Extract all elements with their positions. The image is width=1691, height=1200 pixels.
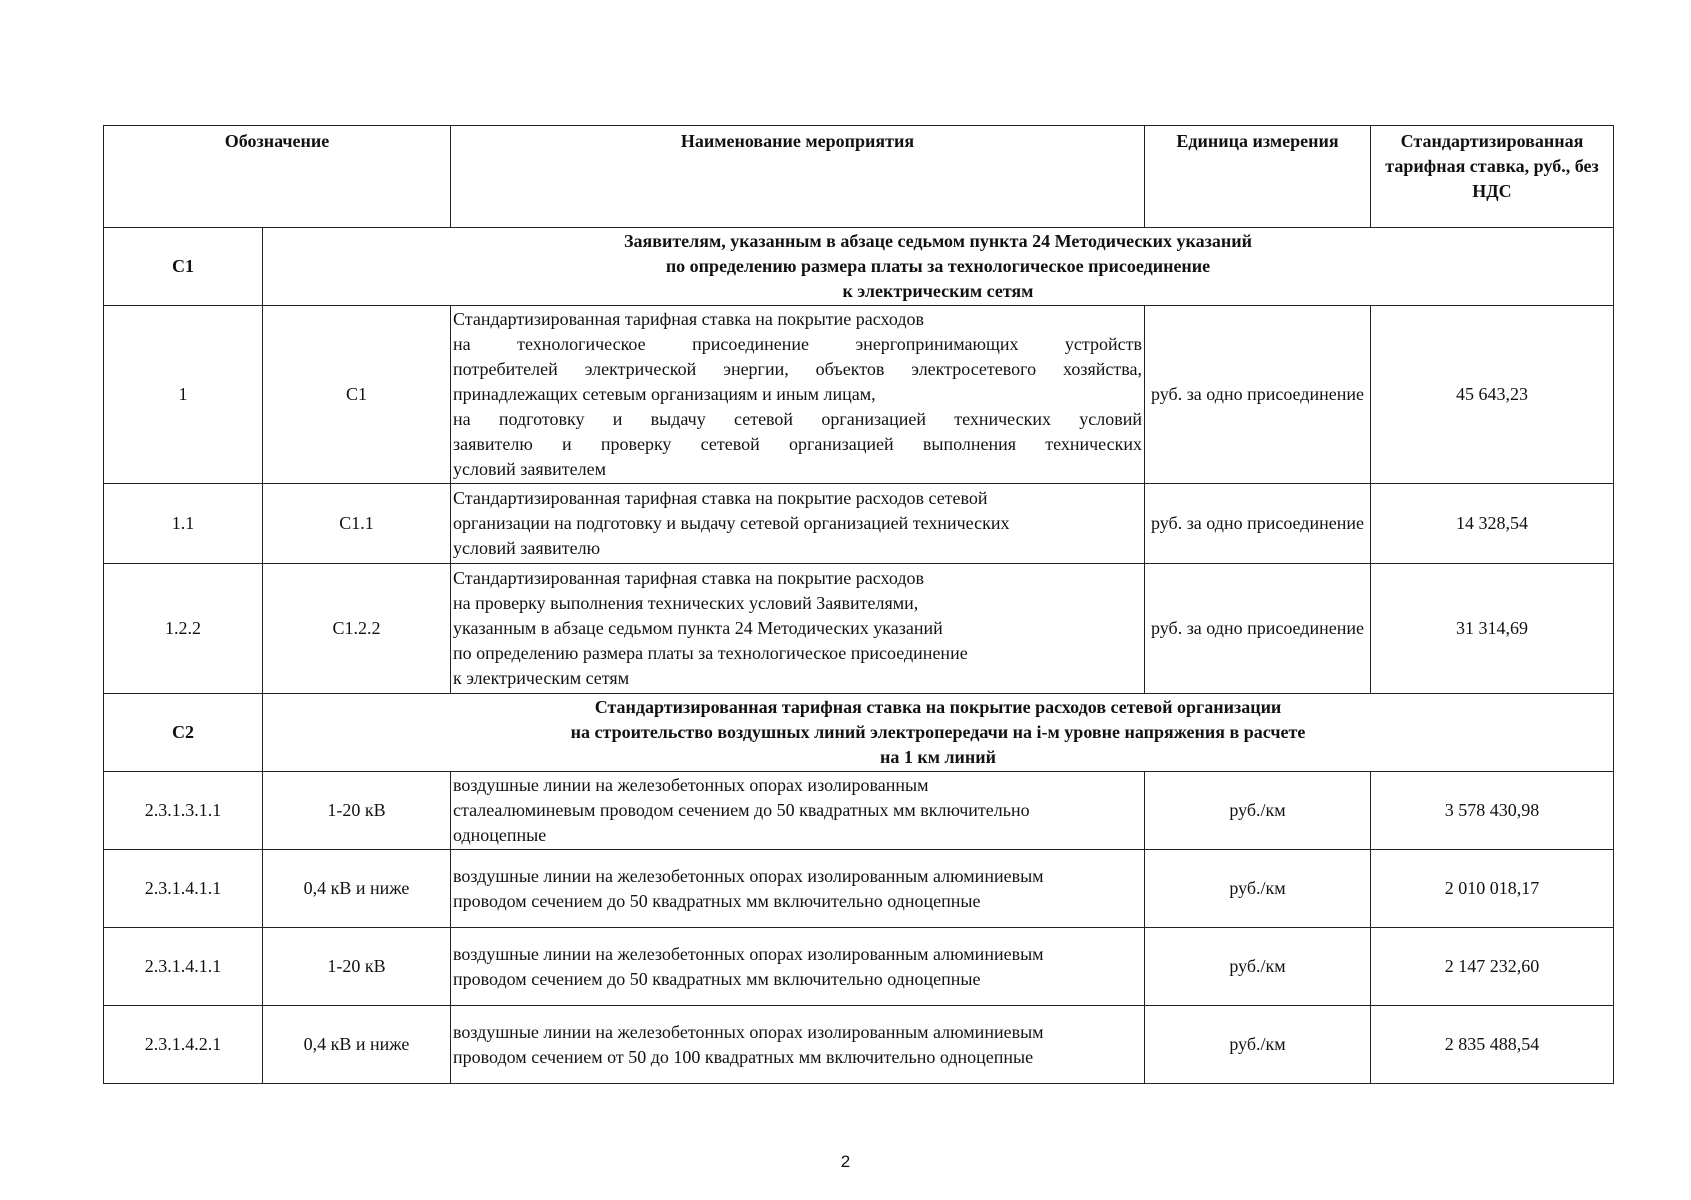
description-line: на технологическое присоединение энергопринимающих устройств xyxy=(453,334,1142,354)
row-number: 2.3.1.3.1.1 xyxy=(104,772,263,850)
table-header-row xyxy=(104,126,1614,228)
description-line: условий заявителем xyxy=(453,459,606,479)
row-code: 0,4 кВ и ниже xyxy=(263,850,451,928)
page-number: 2 xyxy=(840,1152,851,1171)
section-code: С2 xyxy=(104,694,263,772)
section-row-c1 xyxy=(104,228,1614,306)
description-line: воздушные линии на железобетонных опорах изолированным xyxy=(453,775,929,795)
row-code: С1.1 xyxy=(263,484,451,564)
row-unit: руб. за одно присоединение xyxy=(1145,484,1371,564)
row-rate: 3 578 430,98 xyxy=(1371,772,1614,850)
row-rate: 45 643,23 xyxy=(1371,306,1614,484)
table-row xyxy=(104,564,1614,694)
row-rate: 14 328,54 xyxy=(1371,484,1614,564)
header-name: Наименование мероприятия xyxy=(451,126,1145,228)
row-rate: 2 147 232,60 xyxy=(1371,928,1614,1006)
row-unit: руб./км xyxy=(1145,1006,1371,1084)
header-unit: Единица измерения xyxy=(1145,126,1371,228)
description-line: Стандартизированная тарифная ставка на покрытие расходов xyxy=(453,568,924,588)
section-code: С1 xyxy=(104,228,263,306)
row-code: 0,4 кВ и ниже xyxy=(263,1006,451,1084)
description-line: Стандартизированная тарифная ставка на покрытие расходов xyxy=(453,309,924,329)
table-row xyxy=(104,772,1614,850)
row-unit: руб. за одно присоединение xyxy=(1145,564,1371,694)
row-number: 1.1 xyxy=(104,484,263,564)
table-row xyxy=(104,306,1614,484)
section-title xyxy=(263,694,1614,772)
description-line: к электрическим сетям xyxy=(453,668,630,688)
description-line: одноцепные xyxy=(453,825,547,845)
description-line: проводом сечением до 50 квадратных мм включительно одноцепные xyxy=(453,968,981,989)
description-line: воздушные линии на железобетонных опорах изолированным алюминиевым xyxy=(453,943,1044,964)
description-line: воздушные линии на железобетонных опорах изолированным алюминиевым xyxy=(453,865,1044,886)
description-line: указанным в абзаце седьмом пункта 24 Методических указаний xyxy=(453,618,943,638)
description-line: сталеалюминевым проводом сечением до 50 квадратных мм включительно xyxy=(453,800,1030,820)
description-line: заявителю и проверку сетевой организацией выполнения технических xyxy=(453,434,1142,454)
description-line: принадлежащих сетевым организациям и иным лицам, xyxy=(453,384,876,404)
table-row xyxy=(104,1006,1614,1084)
description-line: по определению размера платы за технологическое присоединение xyxy=(453,643,968,663)
row-description xyxy=(451,484,1145,564)
section-title-line: по определению размера платы за технологическое присоединение xyxy=(665,256,1211,276)
description-line: воздушные линии на железобетонных опорах изолированным алюминиевым xyxy=(453,1021,1044,1042)
section-title-line: к электрическим сетям xyxy=(842,281,1034,301)
row-code: С1 xyxy=(263,306,451,484)
section-title-line: Заявителям, указанным в абзаце седьмом пункта 24 Методических указаний xyxy=(623,231,1252,251)
row-unit: руб./км xyxy=(1145,772,1371,850)
row-description xyxy=(451,1006,1145,1084)
row-description xyxy=(451,564,1145,694)
row-description xyxy=(451,928,1145,1006)
tariff-table xyxy=(103,125,1614,1084)
description-line: потребителей электрической энергии, объектов электросетевого хозяйства, xyxy=(453,359,1142,379)
description-line: условий заявителю xyxy=(453,538,601,558)
description-line: на проверку выполнения технических условий Заявителями, xyxy=(453,593,919,613)
table-row xyxy=(104,484,1614,564)
row-code: С1.2.2 xyxy=(263,564,451,694)
row-number: 2.3.1.4.1.1 xyxy=(104,928,263,1006)
table-row xyxy=(104,850,1614,928)
row-number: 1 xyxy=(104,306,263,484)
section-title-line: на 1 км линий xyxy=(879,747,997,767)
row-description xyxy=(451,850,1145,928)
table-row xyxy=(104,928,1614,1006)
description-line: организации на подготовку и выдачу сетевой организацией технических xyxy=(453,513,1010,533)
row-number: 2.3.1.4.2.1 xyxy=(104,1006,263,1084)
section-title xyxy=(263,228,1614,306)
row-code: 1-20 кВ xyxy=(263,772,451,850)
section-title-line: Стандартизированная тарифная ставка на покрытие расходов сетевой организации xyxy=(594,697,1282,717)
row-number: 2.3.1.4.1.1 xyxy=(104,850,263,928)
row-description xyxy=(451,306,1145,484)
row-unit: руб./км xyxy=(1145,850,1371,928)
row-description xyxy=(451,772,1145,850)
row-rate: 2 010 018,17 xyxy=(1371,850,1614,928)
section-row-c2 xyxy=(104,694,1614,772)
row-number: 1.2.2 xyxy=(104,564,263,694)
row-rate: 31 314,69 xyxy=(1371,564,1614,694)
description-line: на подготовку и выдачу сетевой организацией технических условий xyxy=(453,409,1142,429)
row-code: 1-20 кВ xyxy=(263,928,451,1006)
description-line: Стандартизированная тарифная ставка на покрытие расходов сетевой xyxy=(453,488,988,508)
row-unit: руб./км xyxy=(1145,928,1371,1006)
row-unit: руб. за одно присоединение xyxy=(1145,306,1371,484)
header-designation: Обозначение xyxy=(104,126,451,228)
header-rate: Стандартизированная тарифная ставка, руб., без НДС xyxy=(1371,126,1614,228)
description-line: проводом сечением до 50 квадратных мм включительно одноцепные xyxy=(453,890,981,911)
section-title-line: на строительство воздушных линий электропередачи на i-м уровне напряжения в расчете xyxy=(570,722,1306,742)
row-rate: 2 835 488,54 xyxy=(1371,1006,1614,1084)
description-line: проводом сечением от 50 до 100 квадратных мм включительно одноцепные xyxy=(453,1046,1034,1067)
